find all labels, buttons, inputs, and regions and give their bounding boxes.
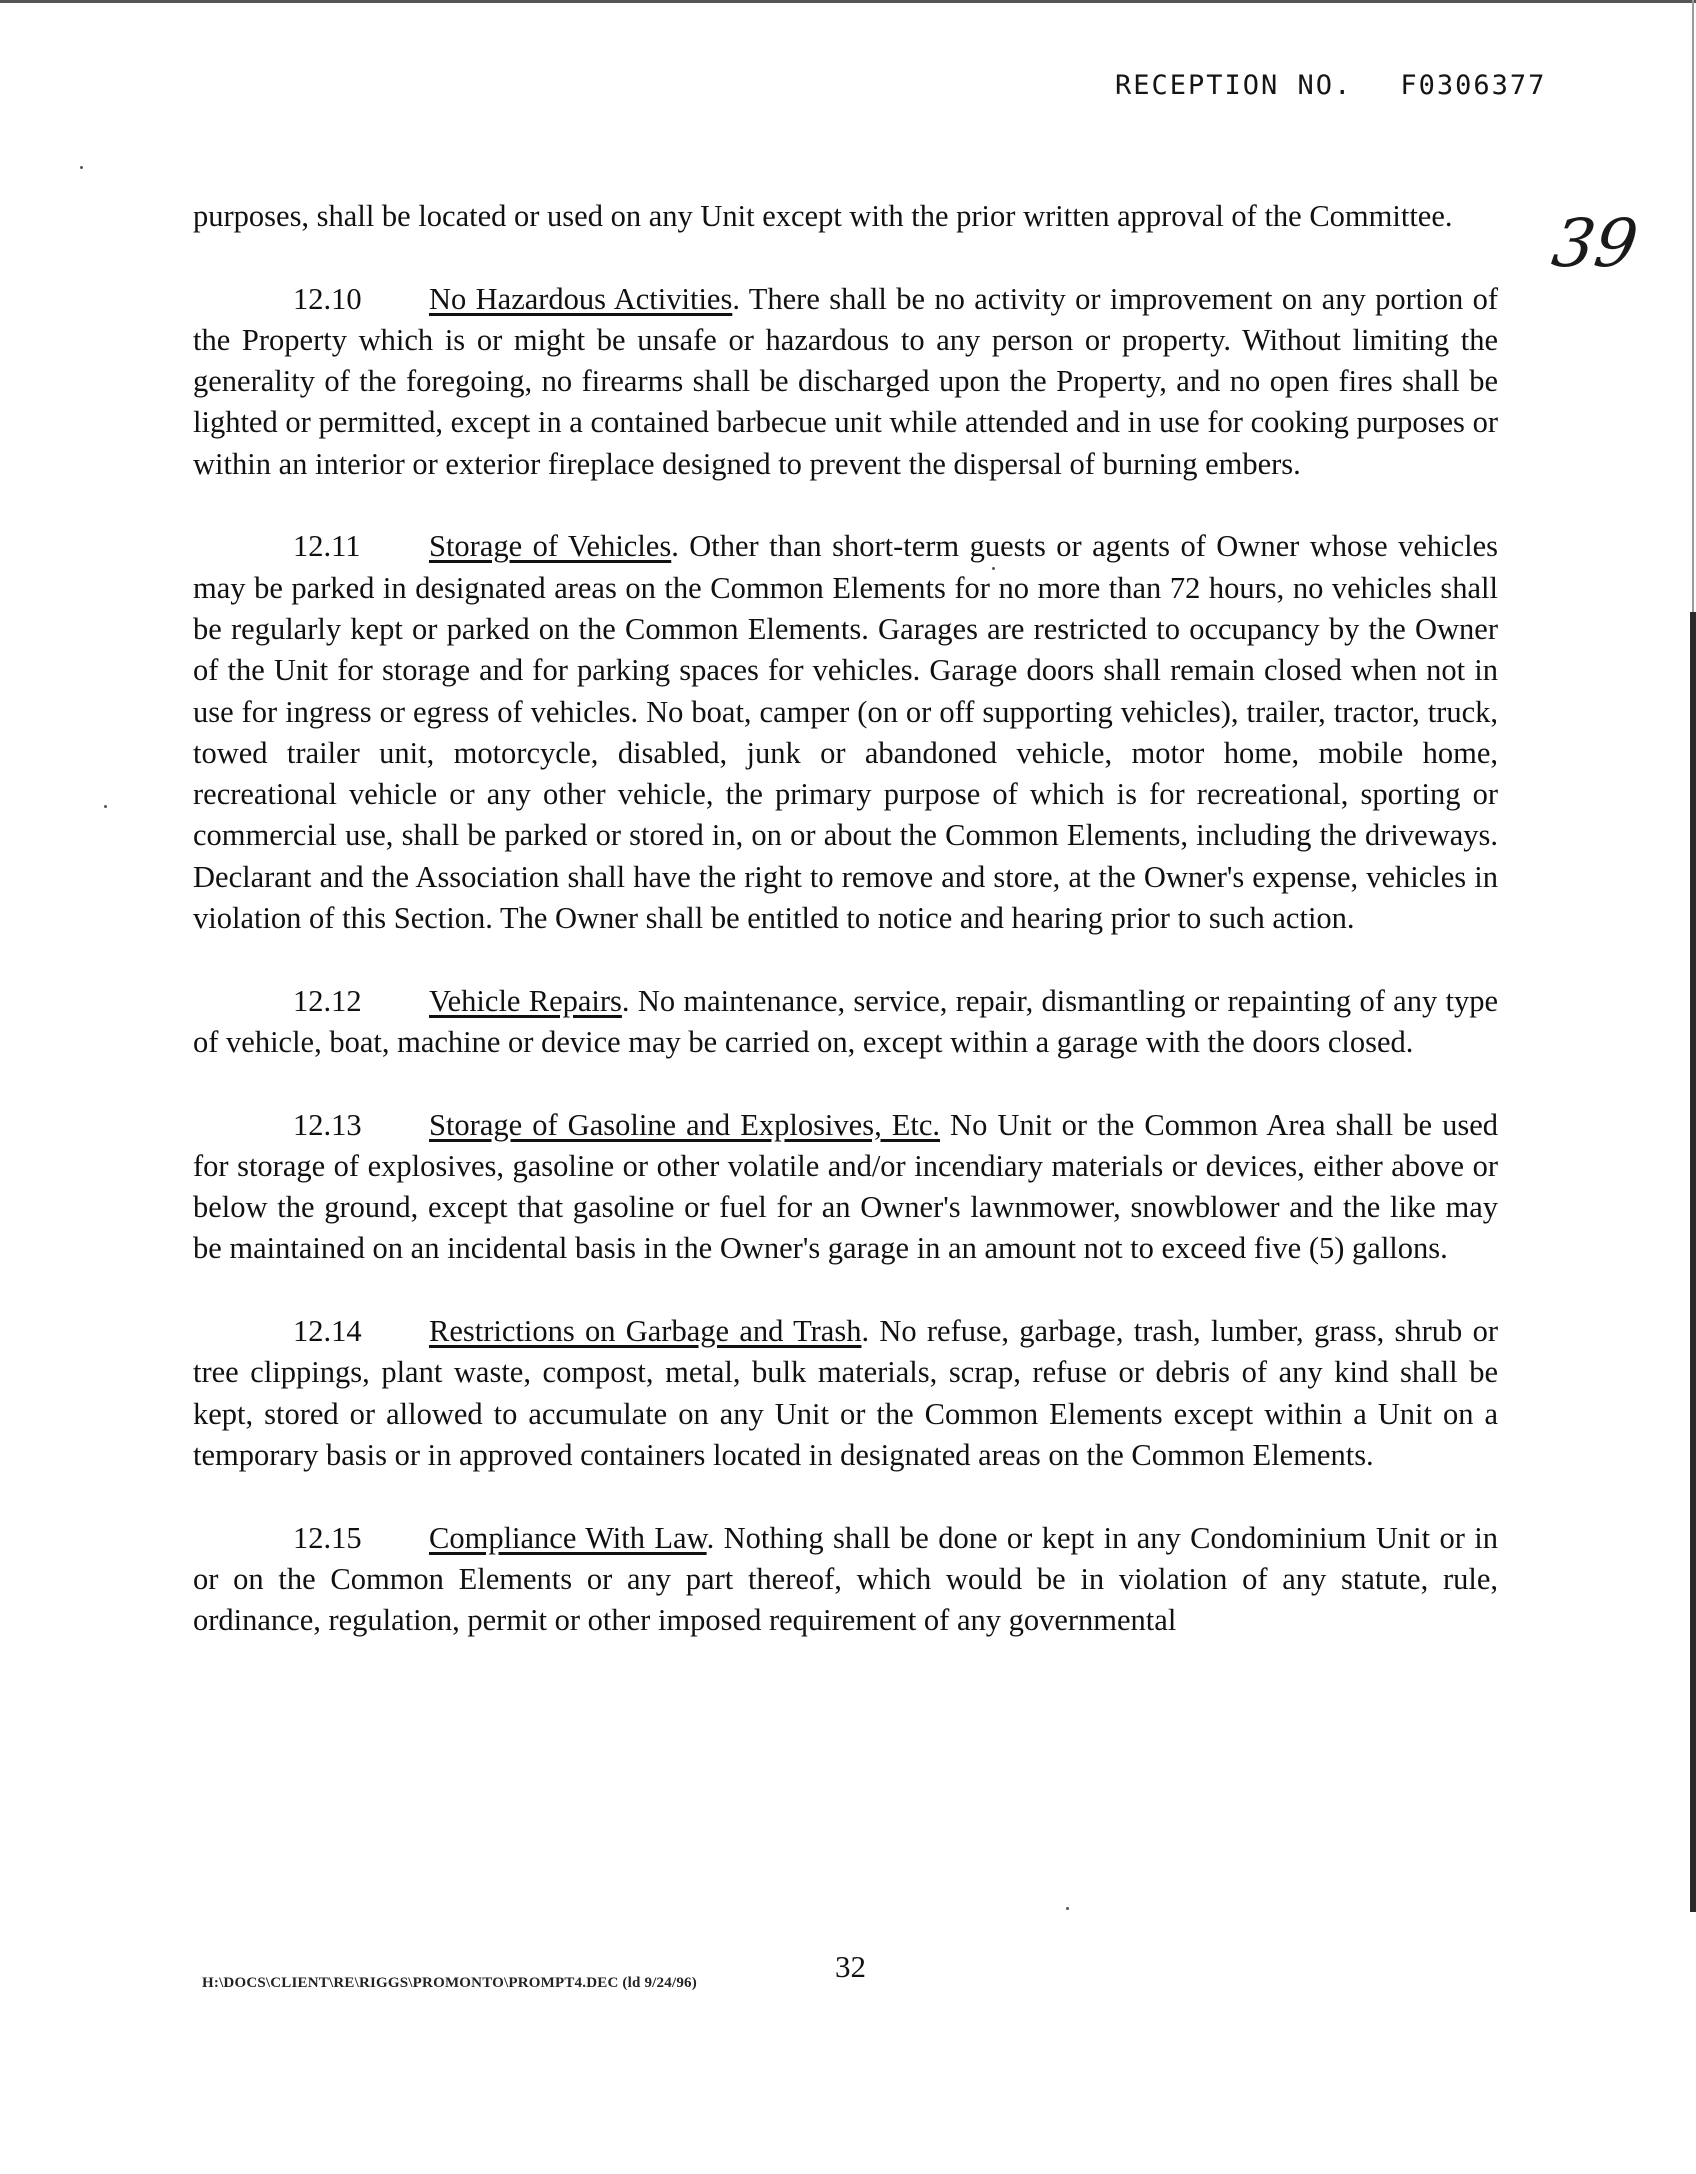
section-12-15 <box>193 1518 1498 1642</box>
section-title: Compliance With Law <box>429 1520 707 1555</box>
section-12-13 <box>193 1105 1498 1270</box>
reception-stamp <box>1115 70 1546 101</box>
scan-speck <box>104 805 107 808</box>
section-text: . There shall be no activity or improvement on any portion of the Property which is or might be unsafe or hazardous to any person or property. Without limiting the generality of the foregoing, no firearms shall be discharged upon the Property, and no open fires shall be lighted or permitted, except in a contained barbecue unit while attended and in use for cooking purposes or within an interior or exterior fireplace designed to prevent the dispersal of burning embers. <box>193 281 1498 481</box>
section-title: Restrictions on Garbage and Trash <box>429 1314 862 1349</box>
section-title: No Hazardous Activities <box>429 281 733 316</box>
section-12-14 <box>193 1311 1498 1476</box>
document-body <box>193 196 1498 1683</box>
intro-paragraph: purposes, shall be located or used on any Unit except with the prior written approval of the Committee. <box>193 199 1453 233</box>
footer-file-path: H:\DOCS\CLIENT\RE\RIGGS\PROMONTO\PROMPT4.DEC (ld 9/24/96) <box>202 1975 697 1991</box>
section-12-11 <box>193 526 1498 939</box>
section-title: Storage of Vehicles <box>429 529 672 564</box>
section-12-10 <box>193 279 1498 485</box>
section-title: Vehicle Repairs <box>429 983 622 1018</box>
scan-speck <box>80 166 83 169</box>
section-text: . No maintenance, service, repair, dismantling or repainting of any type of vehicle, boat, machine or device may be carried on, except within a garage with the doors closed. <box>193 983 1498 1059</box>
scan-edge-right-upper <box>1692 0 1694 612</box>
section-number: 12.10 <box>293 281 362 316</box>
section-number: 12.12 <box>293 983 362 1018</box>
section-number: 12.14 <box>293 1314 362 1349</box>
handwritten-page-number: 39 <box>1547 205 1643 282</box>
section-title: Storage of Gasoline and Explosives, Etc. <box>429 1107 940 1142</box>
section-12-12 <box>193 981 1498 1064</box>
section-number: 12.13 <box>293 1107 362 1142</box>
section-number: 12.15 <box>293 1520 362 1555</box>
section-text: . Nothing shall be done or kept in any Condominium Unit or in or on the Common Elements or any part thereof, which would be in violation of any statute, rule, ordinance, regulation, permit or other imposed requirement of any governmental <box>193 1520 1498 1638</box>
scan-edge-right-lower <box>1690 612 1696 1912</box>
scan-edge-top <box>0 0 1696 3</box>
reception-label: RECEPTION NO. <box>1115 70 1353 101</box>
section-number: 12.11 <box>293 529 361 564</box>
section-text: . No refuse, garbage, trash, lumber, grass, shrub or tree clippings, plant waste, compost, metal, bulk materials, scrap, refuse or debris of any kind shall be kept, stored or allowed to accumulate on any Unit or the Common Elements except within a Unit on a temporary basis or in approved containers located in designated areas on the Common Elements. <box>193 1314 1498 1472</box>
page-number: 32 <box>835 1949 866 1984</box>
reception-number: F0306377 <box>1400 70 1547 101</box>
section-text: . Other than short-term guests or agents of Owner whose vehicles may be parked in designated areas on the Common Elements for no more than 72 hours, no vehicles shall be regularly kept or parked on the Common Elements. Garages are restricted to occupancy by the Owner of the Unit for storage and for parking spaces for vehicles. Garage doors shall remain closed when not in use for ingress or egress of vehicles. No boat, camper (on or off supporting vehicles), trailer, tractor, truck, towed trailer unit, motorcycle, disabled, junk or abandoned vehicle, motor home, mobile home, recreational vehicle or any other vehicle, the primary purpose of which is for recreational, sporting or commercial use, shall be parked or stored in, on or about the Common Elements, including the driveways. Declarant and the Association shall have the right to remove and store, at the Owner's expense, vehicles in violation of this Section. The Owner shall be entitled to notice and hearing prior to such action. <box>193 529 1498 936</box>
section-text: No Unit or the Common Area shall be used for storage of explosives, gasoline or other volatile and/or incendiary materials or devices, either above or below the ground, except that gasoline or fuel for an Owner's lawnmower, snowblower and the like may be maintained on an incidental basis in the Owner's garage in an amount not to exceed five (5) gallons. <box>193 1107 1498 1266</box>
scan-speck <box>1066 1907 1069 1910</box>
